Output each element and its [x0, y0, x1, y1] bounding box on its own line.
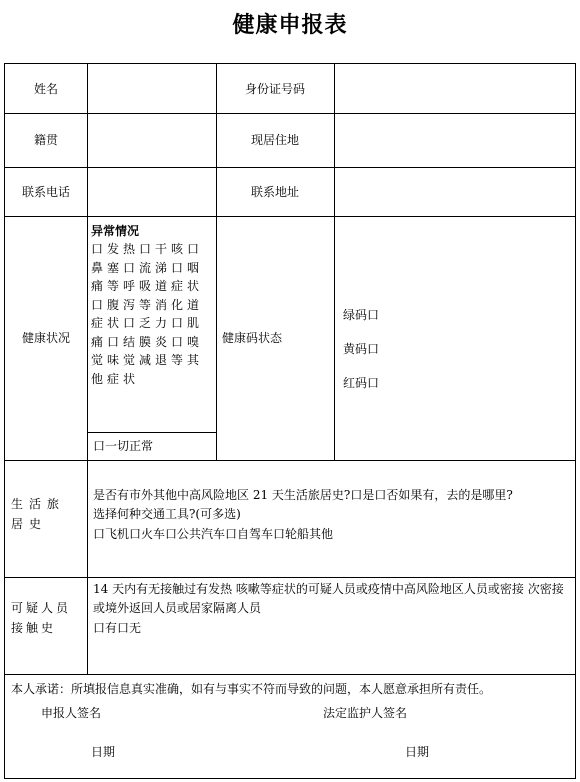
form-title: 健康申报表: [232, 12, 348, 38]
phone-field[interactable]: [87, 167, 216, 216]
green-code-option[interactable]: 绿码口: [343, 308, 380, 322]
contact-history-label: 可疑人员接触史: [11, 601, 72, 635]
guardian-signature-label: 法定监护人签名: [323, 706, 408, 720]
native-place-label: 籍贯: [33, 133, 58, 147]
contact-options[interactable]: 口有口无: [93, 621, 142, 635]
address-label: 联系地址: [250, 184, 299, 199]
declarant-date-label: 日期: [91, 745, 116, 759]
travel-question[interactable]: 是否有市外其他中高风险地区 21 天生活旅居史?口是口否如果有，去的是哪里?: [93, 488, 513, 502]
transport-options[interactable]: 口飞机口火车口公共汽车口自驾车口轮船其他: [93, 527, 334, 541]
contact-question: 14 天内有无接触过有发热 咳嗽等症状的可疑人员或疫情中高风险地区人员或密接 次密接或境外返回人员或居家隔离人员: [93, 582, 564, 615]
row-divider: [5, 460, 575, 461]
health-declaration-form: [4, 63, 576, 779]
phone-label: 联系电话: [21, 184, 70, 199]
name-label: 姓名: [33, 81, 58, 96]
yellow-code-option[interactable]: 黄码口: [343, 342, 380, 356]
contact-history-content: [93, 580, 571, 638]
native-place-field[interactable]: [87, 113, 216, 167]
transport-question: 选择何种交通工具?(可多选): [93, 506, 241, 521]
health-code-label: 健康码状态: [222, 331, 283, 345]
health-status-label: 健康状况: [21, 331, 70, 345]
declarant-signature-label: 申报人签名: [41, 706, 102, 720]
id-number-field[interactable]: [334, 64, 575, 113]
abnormal-symptom-options[interactable]: 口发热口干咳口鼻塞口流涕口咽痛等呼吸道症状口腹泻等消化道症状口乏力口肌痛口结膜炎口嗅觉味觉减退等其他症状: [91, 242, 204, 386]
travel-history-label: 生活旅居史: [11, 497, 66, 531]
guardian-date-label: 日期: [405, 745, 430, 759]
subcell-divider: [87, 432, 216, 433]
travel-history-content: [93, 486, 571, 544]
id-number-label: 身份证号码: [244, 81, 305, 96]
row-divider: [5, 674, 575, 675]
residence-field[interactable]: [334, 113, 575, 167]
pledge-statement: 本人承诺：所填报信息真实准确，如有与事实不符而导致的问题，本人愿意承担所有责任。: [11, 682, 492, 696]
abnormal-heading: 异常情况: [91, 224, 140, 238]
name-field[interactable]: [87, 64, 216, 113]
red-code-option[interactable]: 红码口: [343, 376, 380, 390]
residence-label: 现居住地: [250, 133, 299, 147]
all-normal-option[interactable]: 口一切正常: [93, 439, 154, 453]
address-field[interactable]: [334, 167, 575, 216]
row-divider: [5, 577, 575, 578]
abnormal-conditions-box: [91, 222, 213, 430]
